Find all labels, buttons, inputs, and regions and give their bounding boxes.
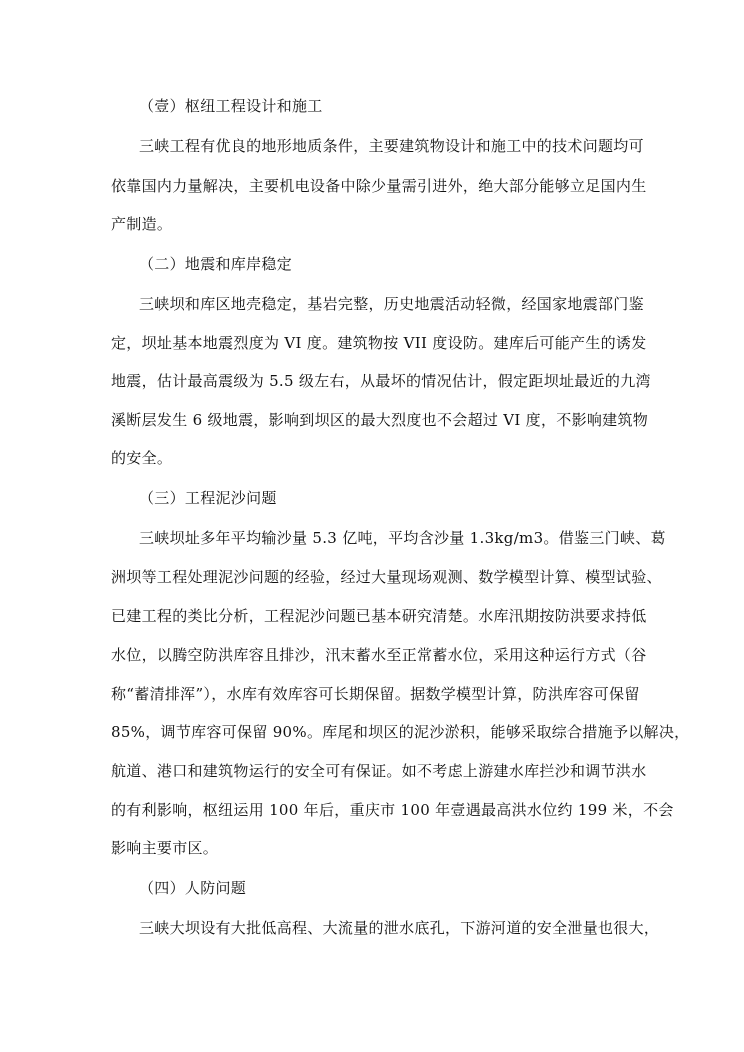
- section-heading-4: （四）人防问题: [139, 879, 247, 897]
- paragraph-line: 已建工程的类比分析，工程泥沙问题已基本研究清楚。水库汛期按防洪要求持低: [111, 607, 647, 625]
- paragraph-line: 定，坝址基本地震烈度为 VI 度。建筑物按 VII 度设防。建库后可能产生的诱发: [111, 334, 647, 352]
- paragraph-line: 的有利影响，枢纽运用 100 年后，重庆市 100 年壹遇最高洪水位约 199 米，不会: [111, 801, 674, 819]
- section-heading-1: （壹）枢纽工程设计和施工: [139, 97, 323, 115]
- paragraph-line: 产制造。: [111, 215, 173, 233]
- paragraph-line: 地震，估计最高震级为 5.5 级左右，从最坏的情况估计，假定距坝址最近的九湾: [111, 372, 651, 390]
- paragraph-line: 的安全。: [111, 449, 173, 467]
- paragraph-line: 三峡大坝设有大批低高程、大流量的泄水底孔，下游河道的安全泄量也很大，: [139, 919, 660, 937]
- paragraph-line: 三峡坝址多年平均输沙量 5.3 亿吨，平均含沙量 1.3kg/m3。借鉴三门峡、葛: [139, 529, 666, 547]
- section-heading-3: （三）工程泥沙问题: [139, 489, 277, 507]
- paragraph-line: 影响主要市区。: [111, 839, 219, 857]
- section-heading-2: （二）地震和库岸稳定: [139, 255, 293, 273]
- paragraph-line: 水位，以腾空防洪库容且排沙，汛末蓄水至正常蓄水位，采用这种运行方式（谷: [111, 646, 647, 664]
- paragraph-line: 航道、港口和建筑物运行的安全可有保证。如不考虑上游建水库拦沙和调节洪水: [111, 762, 647, 780]
- paragraph-line: 洲坝等工程处理泥沙问题的经验，经过大量现场观测、数学模型计算、模型试验、: [111, 568, 662, 586]
- paragraph-line: 三峡工程有优良的地形地质条件，主要建筑物设计和施工中的技术问题均可: [139, 137, 644, 155]
- paragraph-line: 85%，调节库容可保留 90%。库尾和坝区的泥沙淤积，能够采取综合措施予以解决，: [111, 723, 690, 741]
- paragraph-line: 三峡坝和库区地壳稳定，基岩完整，历史地震活动轻微，经国家地震部门鉴: [139, 295, 644, 313]
- paragraph-line: 溪断层发生 6 级地震，影响到坝区的最大烈度也不会超过 VI 度，不影响建筑物: [111, 411, 649, 429]
- paragraph-line: 称“蓄清排浑”），水库有效库容可长期保留。据数学模型计算，防洪库容可保留: [111, 685, 640, 703]
- paragraph-line: 依靠国内力量解决，主要机电设备中除少量需引进外，绝大部分能够立足国内生: [111, 177, 647, 195]
